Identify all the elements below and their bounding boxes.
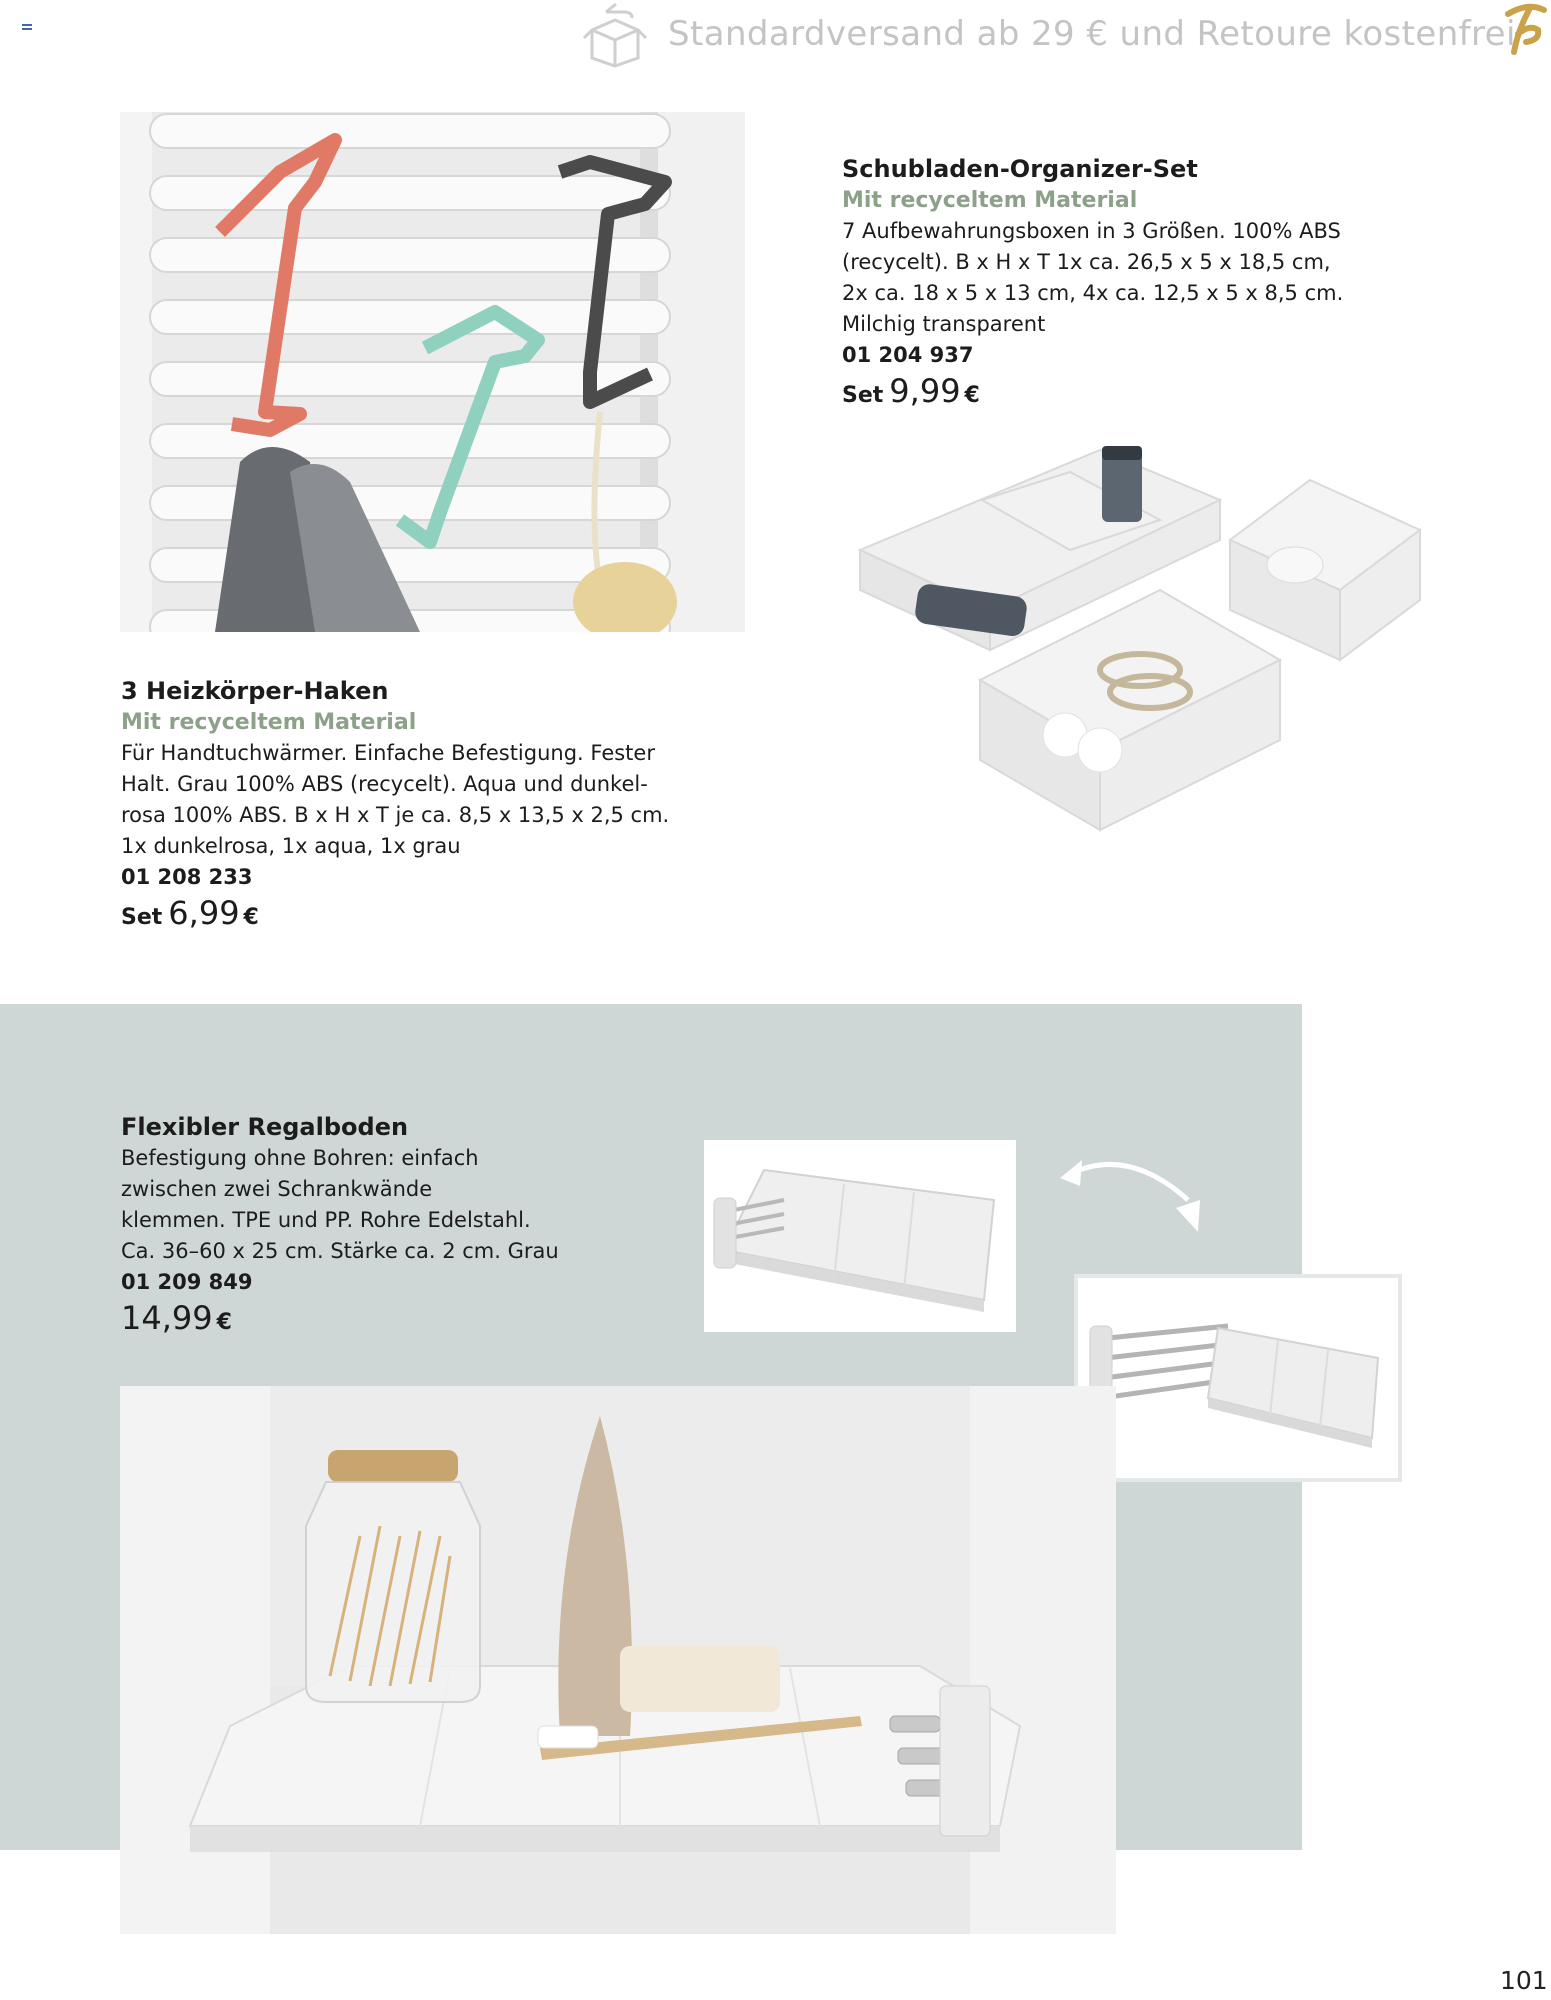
price <box>121 1298 559 1344</box>
price <box>842 371 1343 417</box>
article-number: 01 208 233 <box>121 865 253 889</box>
page-number: 101 <box>1500 1966 1548 1995</box>
article-number: 01 204 937 <box>842 343 974 367</box>
delivery-box-icon <box>580 0 650 68</box>
price-currency: € <box>964 383 980 408</box>
product-subtitle: Mit recyceltem Material <box>121 710 417 735</box>
price-unit: Set <box>121 905 163 930</box>
regalboden-collapsed-photo <box>704 1140 1016 1332</box>
curved-arrow-icon <box>1058 1150 1218 1240</box>
regalboden-cabinet-photo <box>120 1386 1116 1934</box>
price-value: 6,99 <box>168 894 240 932</box>
price-unit: Set <box>842 383 884 408</box>
product-flexibler-regalboden <box>121 1112 559 1344</box>
price-value: 9,99 <box>889 372 961 410</box>
product-heizkoerper-haken <box>121 676 669 939</box>
product-description-line: zwischen zwei Schrankwände <box>121 1177 433 1201</box>
product-description-line: 7 Aufbewahrungsboxen in 3 Größen. 100% ABS <box>842 219 1341 243</box>
product-description-line: (recycelt). B x H x T 1x ca. 26,5 x 5 x 18,5 cm, <box>842 250 1331 274</box>
product-description-line: Befestigung ohne Bohren: einfach <box>121 1146 479 1170</box>
regalboden-extended-photo <box>1074 1274 1402 1482</box>
product-subtitle: Mit recyceltem Material <box>842 188 1138 213</box>
product-description-line: 1x dunkelrosa, 1x aqua, 1x grau <box>121 834 461 858</box>
product-description-line: Halt. Grau 100% ABS (recycelt). Aqua und dunkel- <box>121 772 648 796</box>
product-title: Schubladen-Organizer-Set <box>842 155 1198 183</box>
article-number: 01 209 849 <box>121 1270 253 1294</box>
shipping-info: Standardversand ab 29 € und Retoure kostenfrei <box>668 14 1516 54</box>
price-currency: € <box>216 1310 232 1335</box>
product-title: Flexibler Regalboden <box>121 1113 409 1141</box>
tchibo-logo-icon[interactable] <box>1500 0 1550 58</box>
product-description-line: Milchig transparent <box>842 312 1046 336</box>
product-description-line: rosa 100% ABS. B x H x T je ca. 8,5 x 13,5 x 2,5 cm. <box>121 803 670 827</box>
price-currency: € <box>243 905 259 930</box>
product-schubladen-organizer <box>842 154 1343 417</box>
product-description-line: klemmen. TPE und PP. Rohre Edelstahl. <box>121 1208 531 1232</box>
price-value: 14,99 <box>121 1299 213 1337</box>
price <box>121 893 669 939</box>
product-title: 3 Heizkörper-Haken <box>121 677 389 705</box>
product-description-line: Für Handtuchwärmer. Einfache Befestigung. Fester <box>121 741 655 765</box>
organizer-set-photo <box>840 430 1440 860</box>
heizkoerper-haken-photo <box>120 112 745 632</box>
product-description-line: 2x ca. 18 x 5 x 13 cm, 4x ca. 12,5 x 5 x 8,5 cm. <box>842 281 1344 305</box>
menu-icon[interactable] <box>22 24 32 32</box>
product-description-line: Ca. 36–60 x 25 cm. Stärke ca. 2 cm. Grau <box>121 1239 559 1263</box>
